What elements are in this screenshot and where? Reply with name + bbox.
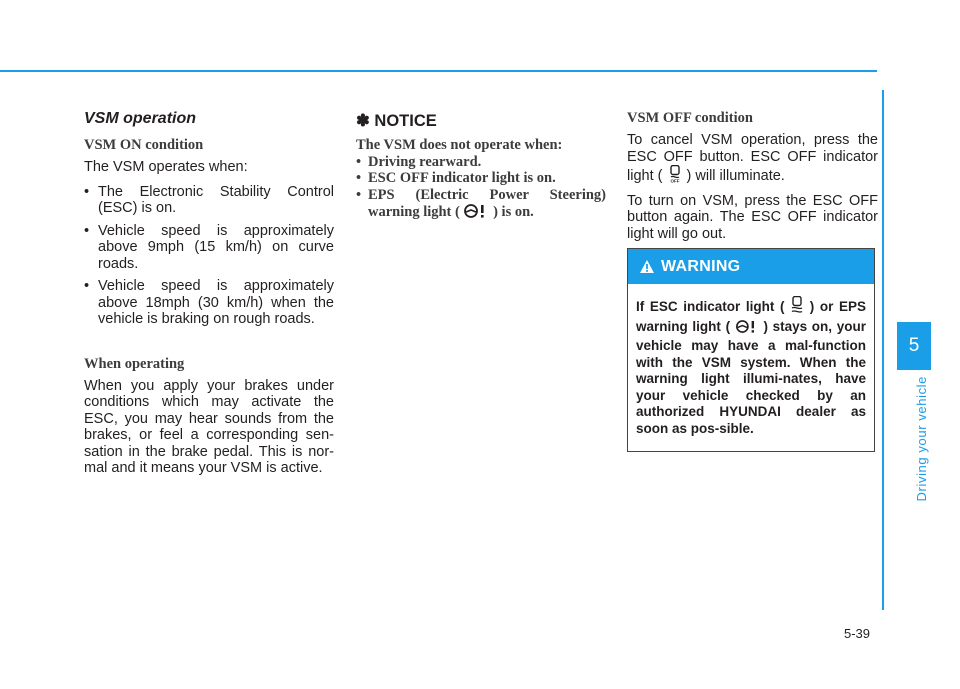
eps-steering-warning-icon [463, 203, 489, 224]
svg-text:OFF: OFF [670, 178, 679, 183]
list-item: • Vehicle speed is approximately above 18mph (30 km/h) when the vehicle is braking on rough roads. [84, 278, 334, 328]
warning-triangle-icon [639, 259, 655, 274]
vsm-on-list [84, 184, 334, 328]
warning-header [628, 249, 874, 284]
esc-skid-car-icon [790, 296, 804, 319]
warning-title: WARNING [661, 257, 741, 275]
section-title: VSM operation [84, 110, 197, 127]
notice-item3-after: ) is on. [493, 204, 534, 220]
warning-box [627, 248, 875, 452]
notice-intro: The VSM does not operate when: [356, 137, 563, 153]
side-rule [882, 90, 884, 610]
chapter-label: Driving your vehicle [914, 376, 929, 502]
column-vsm-operation [84, 110, 334, 477]
warning-text-part2: ) or EPS warning light ( [636, 299, 866, 334]
list-item [356, 187, 606, 224]
vsm-off-heading: VSM OFF condition [627, 110, 753, 126]
notice-item3-before: EPS (Electric Power Steering) warning light ( [368, 186, 606, 220]
eps-steering-warning-icon [735, 319, 759, 339]
when-operating-text: When you apply your brakes under conditions which may activate the ESC, you may hear sounds from the brakes, or feel a corresponding sen-sation in the brake pedal. This is nor-mal and it means your VSM is active. [84, 377, 334, 476]
list-item: • Driving rearward. [356, 154, 606, 171]
warning-text-part3: ) stays on, your vehicle may have a mal-function with the VSM system. When the warning light illumi-nates, have your vehicle checked by an authorized HYUNDAI dealer as soon as pos-sible. [636, 318, 866, 436]
notice-title-text: NOTICE [374, 112, 437, 130]
warning-text-part1: If ESC indicator light ( [636, 299, 785, 314]
vsm-on-heading: VSM ON condition [84, 137, 204, 153]
vsm-off-para1-after: ) will illuminate. [686, 168, 785, 184]
list-item: • ESC OFF indicator light is on. [356, 170, 606, 187]
notice-title [356, 111, 606, 131]
header-rule [0, 70, 877, 72]
chapter-number-tab[interactable]: 5 [897, 322, 931, 370]
vsm-off-para2: To turn on VSM, press the ESC OFF button again. The ESC OFF indicator light will go out. [627, 192, 878, 242]
page-number: 5-39 [844, 626, 871, 641]
list-item: • Vehicle speed is approximately above 9mph (15 km/h) on curve roads. [84, 223, 334, 273]
when-operating-heading: When operating [84, 355, 185, 372]
list-item: • The Electronic Stability Control (ESC) is on. [84, 184, 334, 217]
vsm-on-intro: The VSM operates when: [84, 159, 248, 175]
notice-block [356, 110, 606, 224]
vsm-off-block [627, 110, 878, 247]
vsm-off-para1 [627, 132, 878, 188]
warning-text [628, 284, 874, 437]
notice-mark-icon: ✽ [356, 112, 370, 130]
esc-off-icon [667, 165, 683, 188]
vsm-off-para1-before: To cancel VSM operation, press the ESC OFF button. ESC OFF indicator light ( [627, 132, 878, 184]
notice-list [356, 154, 606, 224]
